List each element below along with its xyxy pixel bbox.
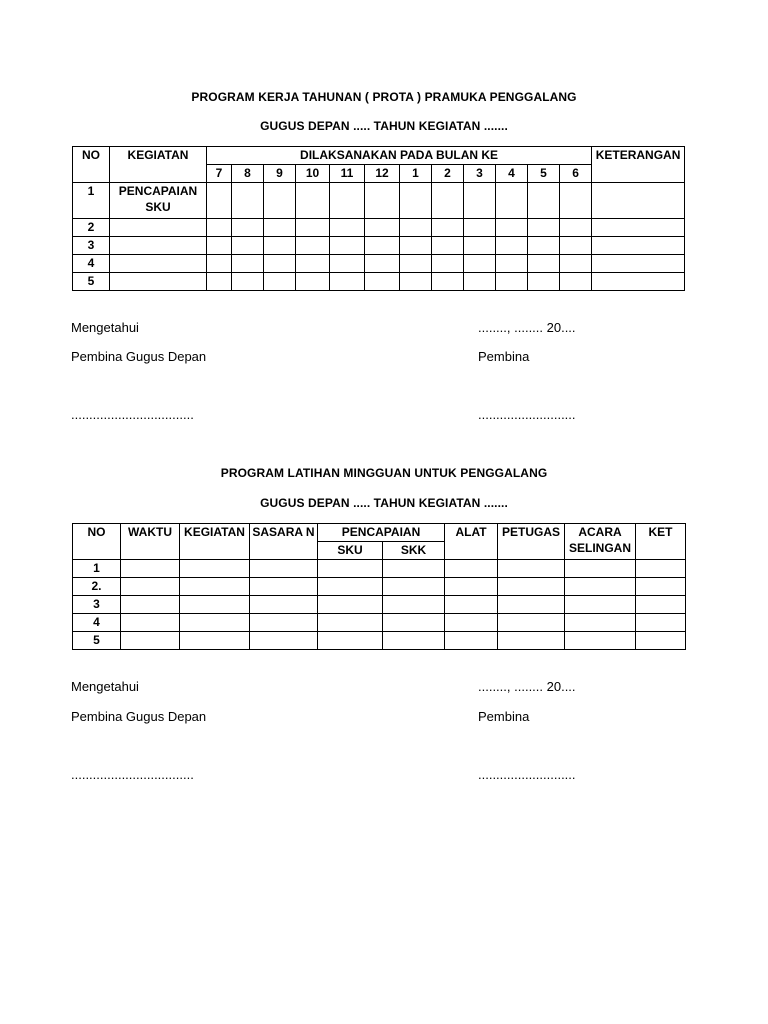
month-cell: 9 bbox=[264, 165, 296, 183]
table-row bbox=[73, 219, 685, 237]
row-no: 4 bbox=[73, 255, 110, 273]
header-bulan: DILAKSANAKAN PADA BULAN KE bbox=[207, 147, 592, 165]
header-sasaran: SASARA N bbox=[250, 524, 318, 560]
row-kegiatan bbox=[110, 255, 207, 273]
table-row bbox=[73, 273, 685, 291]
table-row bbox=[73, 614, 686, 632]
date-placeholder: ........, ........ 20.... bbox=[478, 679, 576, 694]
latihan-subtitle: GUGUS DEPAN ..... TAHUN KEGIATAN ....... bbox=[260, 496, 508, 510]
pembina-gugus-depan-label: Pembina Gugus Depan bbox=[71, 709, 207, 724]
month-cell: 2 bbox=[432, 165, 464, 183]
header-kegiatan: KEGIATAN bbox=[180, 524, 250, 560]
latihan-header-row bbox=[73, 524, 686, 542]
table-row bbox=[73, 632, 686, 650]
row-no: 1 bbox=[73, 560, 121, 578]
date-placeholder: ........, ........ 20.... bbox=[478, 320, 576, 335]
row-no: 5 bbox=[73, 273, 110, 291]
row-kegiatan bbox=[110, 219, 207, 237]
month-cell: 5 bbox=[528, 165, 560, 183]
month-cell: 12 bbox=[365, 165, 400, 183]
row-no: 5 bbox=[73, 632, 121, 650]
month-cell: 4 bbox=[496, 165, 528, 183]
row-no: 3 bbox=[73, 596, 121, 614]
prota-table bbox=[72, 146, 685, 291]
header-no: NO bbox=[73, 147, 110, 183]
month-cell: 6 bbox=[560, 165, 592, 183]
month-cell: 1 bbox=[400, 165, 432, 183]
latihan-title: PROGRAM LATIHAN MINGGUAN UNTUK PENGGALANG bbox=[220, 466, 548, 480]
signature-line-right: ........................... bbox=[478, 767, 576, 782]
prota-title: PROGRAM KERJA TAHUNAN ( PROTA ) PRAMUKA PENGGALANG bbox=[191, 90, 577, 104]
prota-subtitle: GUGUS DEPAN ..... TAHUN KEGIATAN ....... bbox=[260, 119, 508, 133]
row-no: 1 bbox=[73, 183, 110, 219]
table-row bbox=[73, 255, 685, 273]
pembina-gugus-depan-label: Pembina Gugus Depan bbox=[71, 349, 207, 364]
row-no: 3 bbox=[73, 237, 110, 255]
table-row bbox=[73, 183, 685, 219]
row-kegiatan bbox=[110, 273, 207, 291]
row-no: 2. bbox=[73, 578, 121, 596]
month-cell: 11 bbox=[330, 165, 365, 183]
prota-header-row bbox=[73, 147, 685, 165]
header-no: NO bbox=[73, 524, 121, 560]
latihan-table bbox=[72, 523, 686, 650]
table-row bbox=[73, 237, 685, 255]
header-alat: ALAT bbox=[445, 524, 498, 560]
header-pencapaian: PENCAPAIAN bbox=[318, 524, 445, 542]
table-row bbox=[73, 578, 686, 596]
table-row bbox=[73, 560, 686, 578]
header-ket: KET bbox=[636, 524, 686, 560]
month-cell: 10 bbox=[296, 165, 330, 183]
mengetahui-label: Mengetahui bbox=[71, 320, 139, 335]
row-no: 4 bbox=[73, 614, 121, 632]
row-no: 2 bbox=[73, 219, 110, 237]
mengetahui-label: Mengetahui bbox=[71, 679, 139, 694]
month-cell: 3 bbox=[464, 165, 496, 183]
pembina-label: Pembina bbox=[478, 709, 530, 724]
signature-line-left: .................................. bbox=[71, 767, 194, 782]
month-cell: 7 bbox=[207, 165, 232, 183]
header-sku: SKU bbox=[318, 542, 383, 560]
signature-line-left: .................................. bbox=[71, 407, 194, 422]
table-row bbox=[73, 596, 686, 614]
header-keterangan: KETERANGAN bbox=[592, 147, 685, 183]
header-skk: SKK bbox=[383, 542, 445, 560]
header-petugas: PETUGAS bbox=[498, 524, 565, 560]
signature-line-right: ........................... bbox=[478, 407, 576, 422]
header-acara-selingan: ACARA SELINGAN bbox=[565, 524, 636, 560]
pembina-label: Pembina bbox=[478, 349, 530, 364]
header-kegiatan: KEGIATAN bbox=[110, 147, 207, 183]
month-cell: 8 bbox=[232, 165, 264, 183]
row-kegiatan: PENCAPAIAN SKU bbox=[110, 183, 207, 219]
header-waktu: WAKTU bbox=[121, 524, 180, 560]
row-kegiatan bbox=[110, 237, 207, 255]
